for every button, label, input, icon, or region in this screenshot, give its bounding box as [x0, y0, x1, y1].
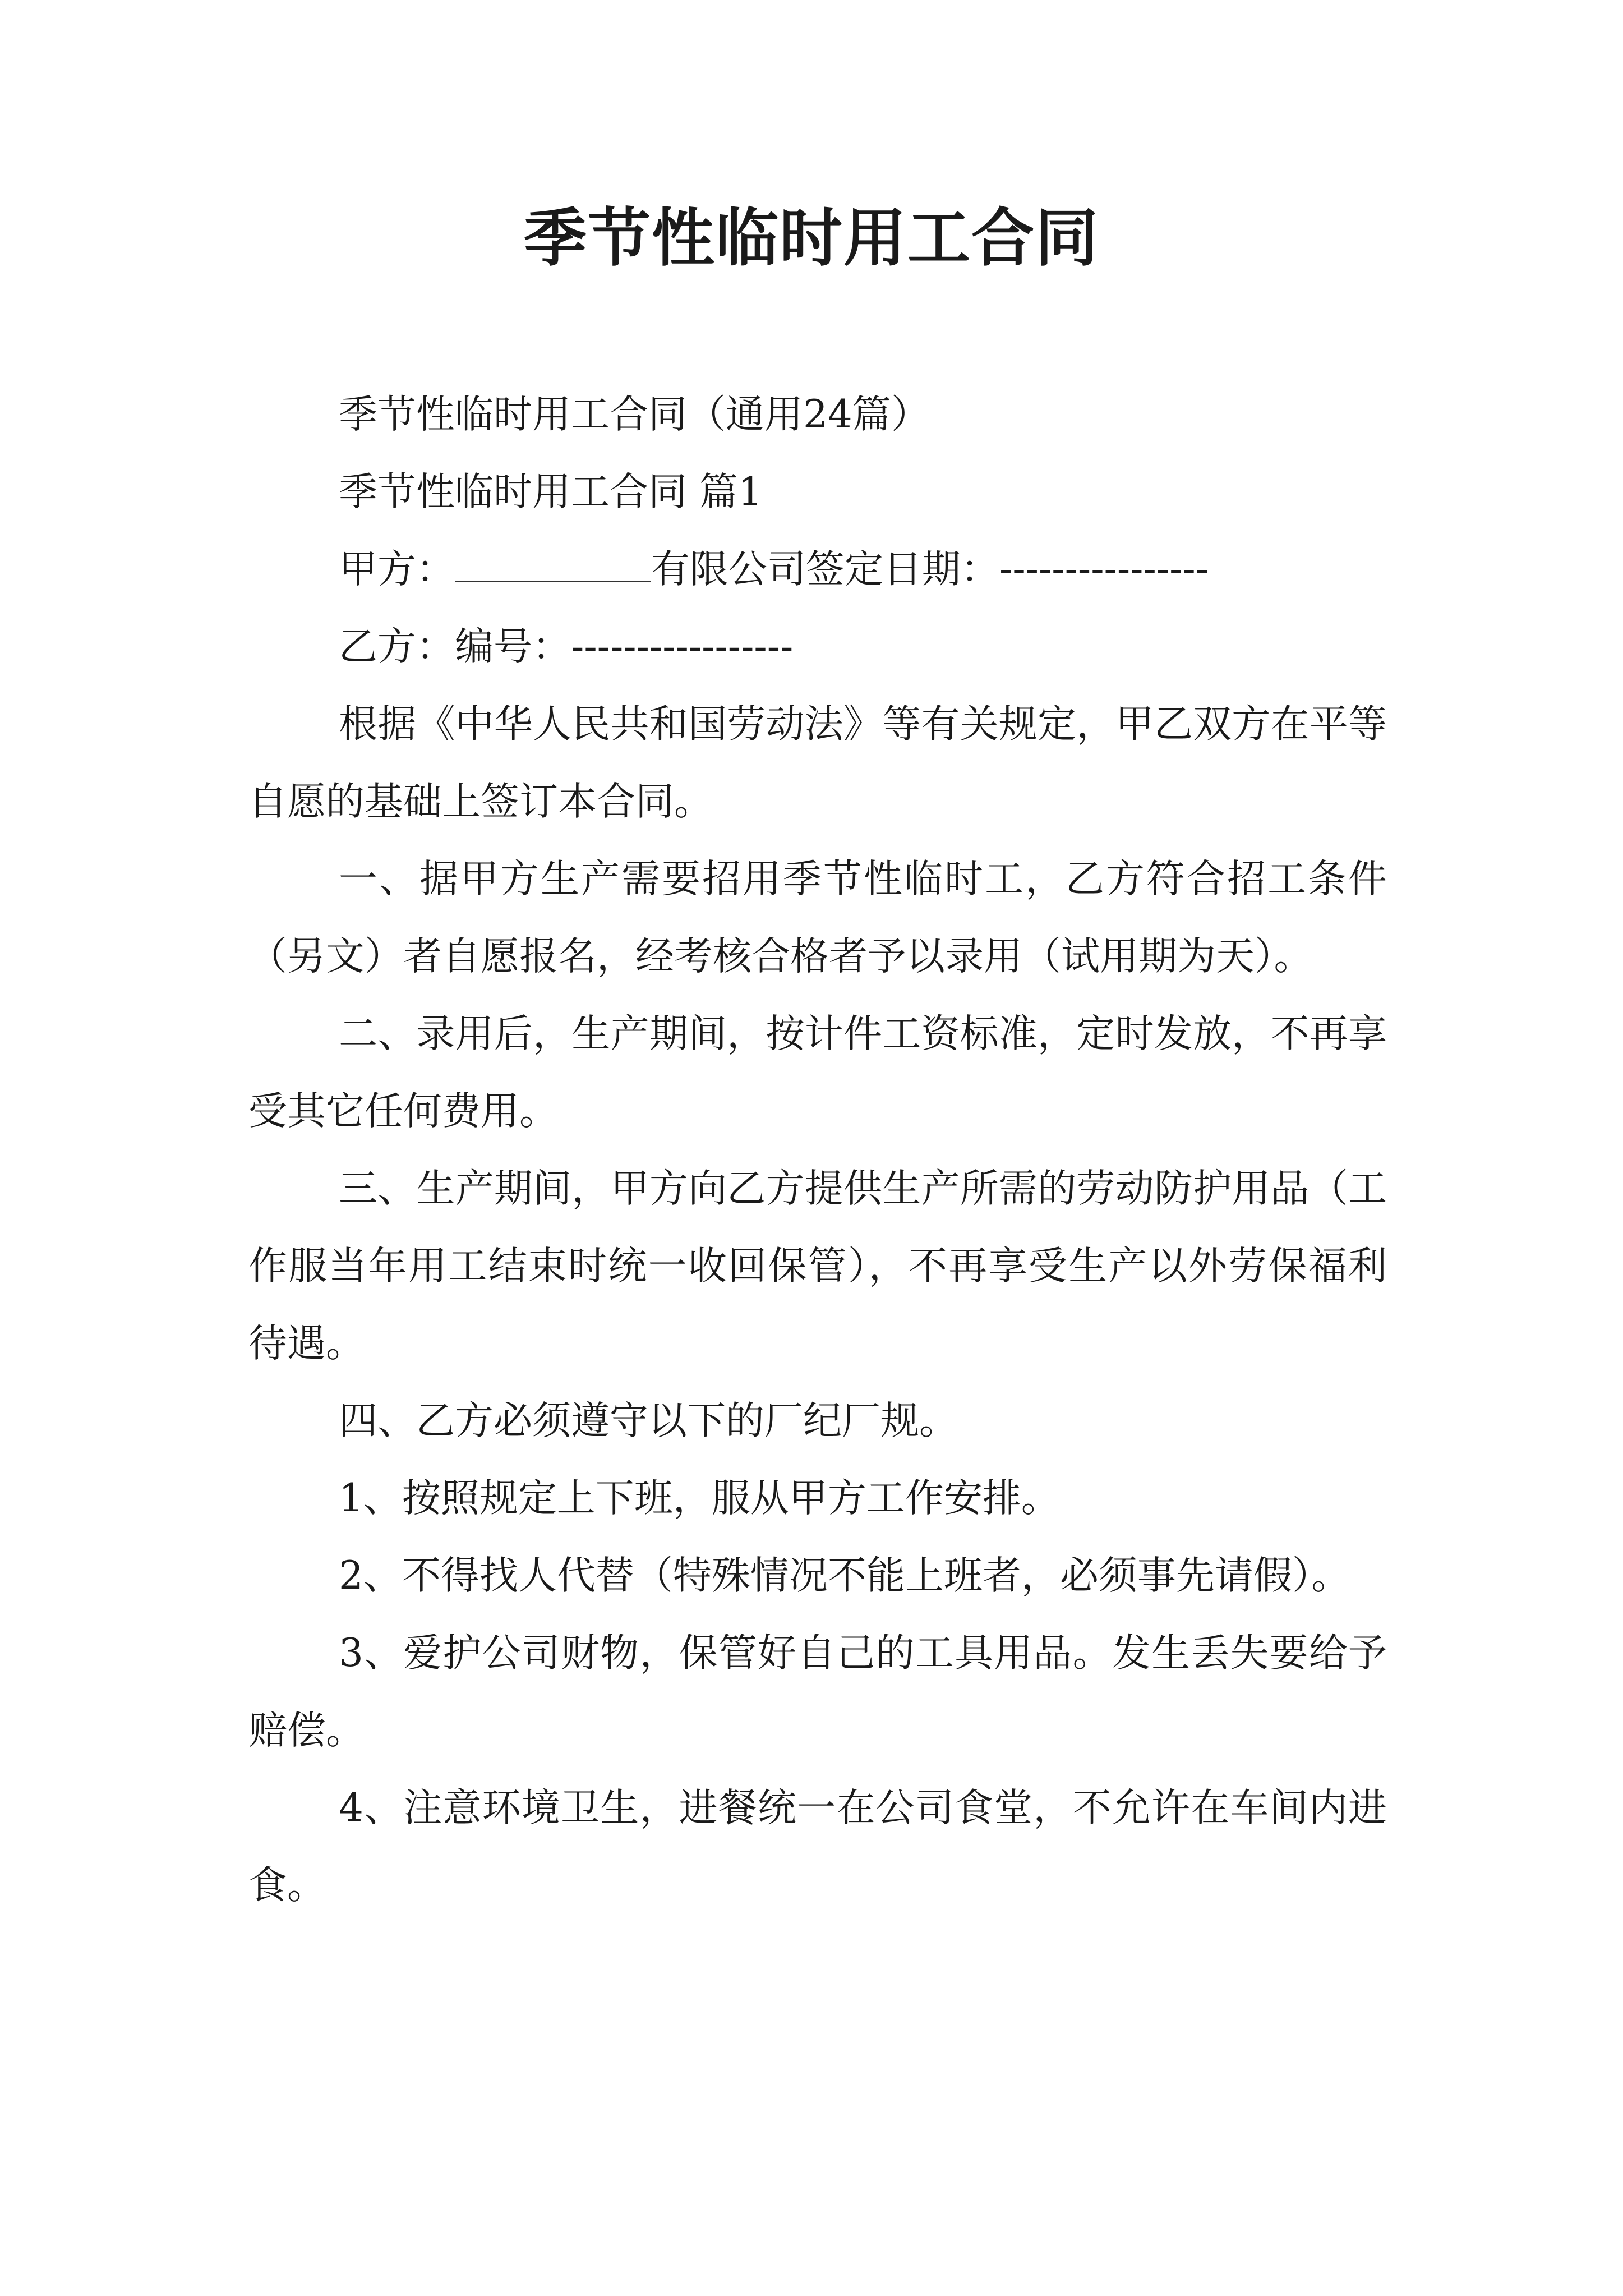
subtitle-line: 季节性临时用工合同（通用24篇）: [339, 392, 930, 437]
clause-3: 三、生产期间，甲方向乙方提供生产所需的劳动防护用品（工作服当年用工结束时统一收回保管），不再享受生产以外劳保福利待遇。: [248, 1166, 1387, 1366]
clause-1: 一、据甲方生产需要招用季节性临时工，乙方符合招工条件（另文）者自愿报名，经考核合格者予以录用（试用期为天）。: [248, 857, 1387, 979]
rule-4: 4、注意环境卫生，进餐统一在公司食堂，不允许在车间内进食。: [248, 1786, 1387, 1908]
document-title: 季节性临时用工合同: [524, 202, 1099, 275]
document-body: [248, 376, 1387, 1924]
rule-2: 2、不得找人代替（特殊情况不能上班者，必须事先请假）。: [339, 1553, 1350, 1598]
party-a-blank: [455, 545, 651, 582]
chapter-heading: 季节性临时用工合同 篇1: [339, 470, 763, 514]
clause-4: 四、乙方必须遵守以下的厂纪厂规。: [339, 1398, 958, 1443]
party-a-line: [248, 531, 1387, 608]
party-b-line: 乙方：编号：-----------------: [339, 624, 794, 669]
rule-3: 3、爱护公司财物，保管好自己的工具用品。发生丢失要给予赔偿。: [248, 1631, 1387, 1753]
rule-1: 1、按照规定上下班，服从甲方工作安排。: [339, 1476, 1060, 1521]
clause-2: 二、录用后，生产期间，按计件工资标准，定时发放，不再享受其它任何费用。: [248, 1011, 1387, 1134]
intro-paragraph: 根据《中华人民共和国劳动法》等有关规定，甲乙双方在平等自愿的基础上签订本合同。: [248, 702, 1387, 824]
party-a-rest: 有限公司签定日期：----------------: [651, 547, 1209, 592]
party-a-label: 甲方：: [339, 547, 455, 592]
